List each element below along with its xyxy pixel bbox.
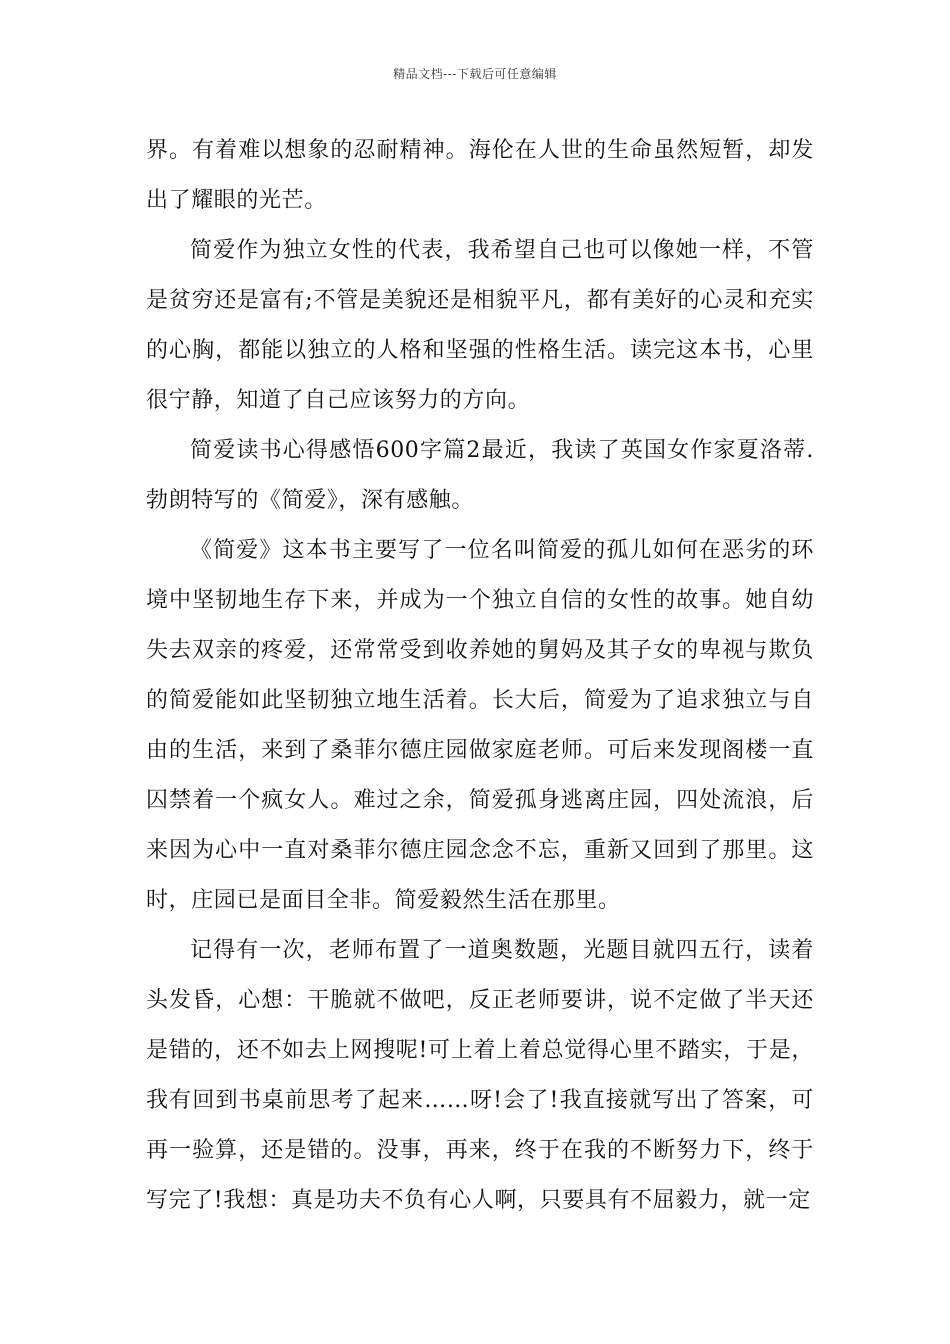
paragraph-continuation: 界。有着难以想象的忍耐精神。海伦在人世的生命虽然短暂，却发出了耀眼的光芒。	[146, 138, 814, 213]
paragraph: 《简爱》这本书主要写了一位名叫简爱的孤儿如何在恶劣的环境中坚韧地生存下来，并成为一个独立自信的女性的故事。她自幼失去双亲的疼爱，还常常受到收养她的舅妈及其子女的卑视与欺负的简爱能如此坚韧独立地生活着。长大后，简爱为了追求独立与自由的生活，来到了桑菲尔德庄园做家庭老师。可后来发现阁楼一直囚禁着一个疯女人。难过之余，简爱孤身逃离庄园，四处流浪，后来因为心中一直对桑菲尔德庄园念念不忘，重新又回到了那里。这时，庄园已是面目全非。简爱毅然生活在那里。	[146, 538, 814, 913]
paragraph: 记得有一次，老师布置了一道奥数题，光题目就四五行，读着头发昏，心想：干脆就不做吧，反正老师要讲，说不定做了半天还是错的，还不如去上网搜呢!可上着上着总觉得心里不踏实，于是，我有回到书桌前思考了起来……呀!会了!我直接就写出了答案，可再一验算，还是错的。没事，再来，终于在我的不断努力下，终于写完了!我想：真是功夫不负有心人啊，只要具有不屈毅力，就一定	[146, 938, 814, 1213]
document-body	[146, 126, 814, 1226]
paragraph: 简爱作为独立女性的代表，我希望自己也可以像她一样，不管是贫穷还是富有;不管是美貌还是相貌平凡，都有美好的心灵和充实的心胸，都能以独立的人格和坚强的性格生活。读完这本书，心里很宁静，知道了自己应该努力的方向。	[146, 238, 814, 413]
page-header: 精品文档---下载后可任意编辑	[393, 67, 557, 81]
paragraph: 简爱读书心得感悟600字篇2最近，我读了英国女作家夏洛蒂.勃朗特写的《简爱》，深有感触。	[146, 438, 814, 513]
